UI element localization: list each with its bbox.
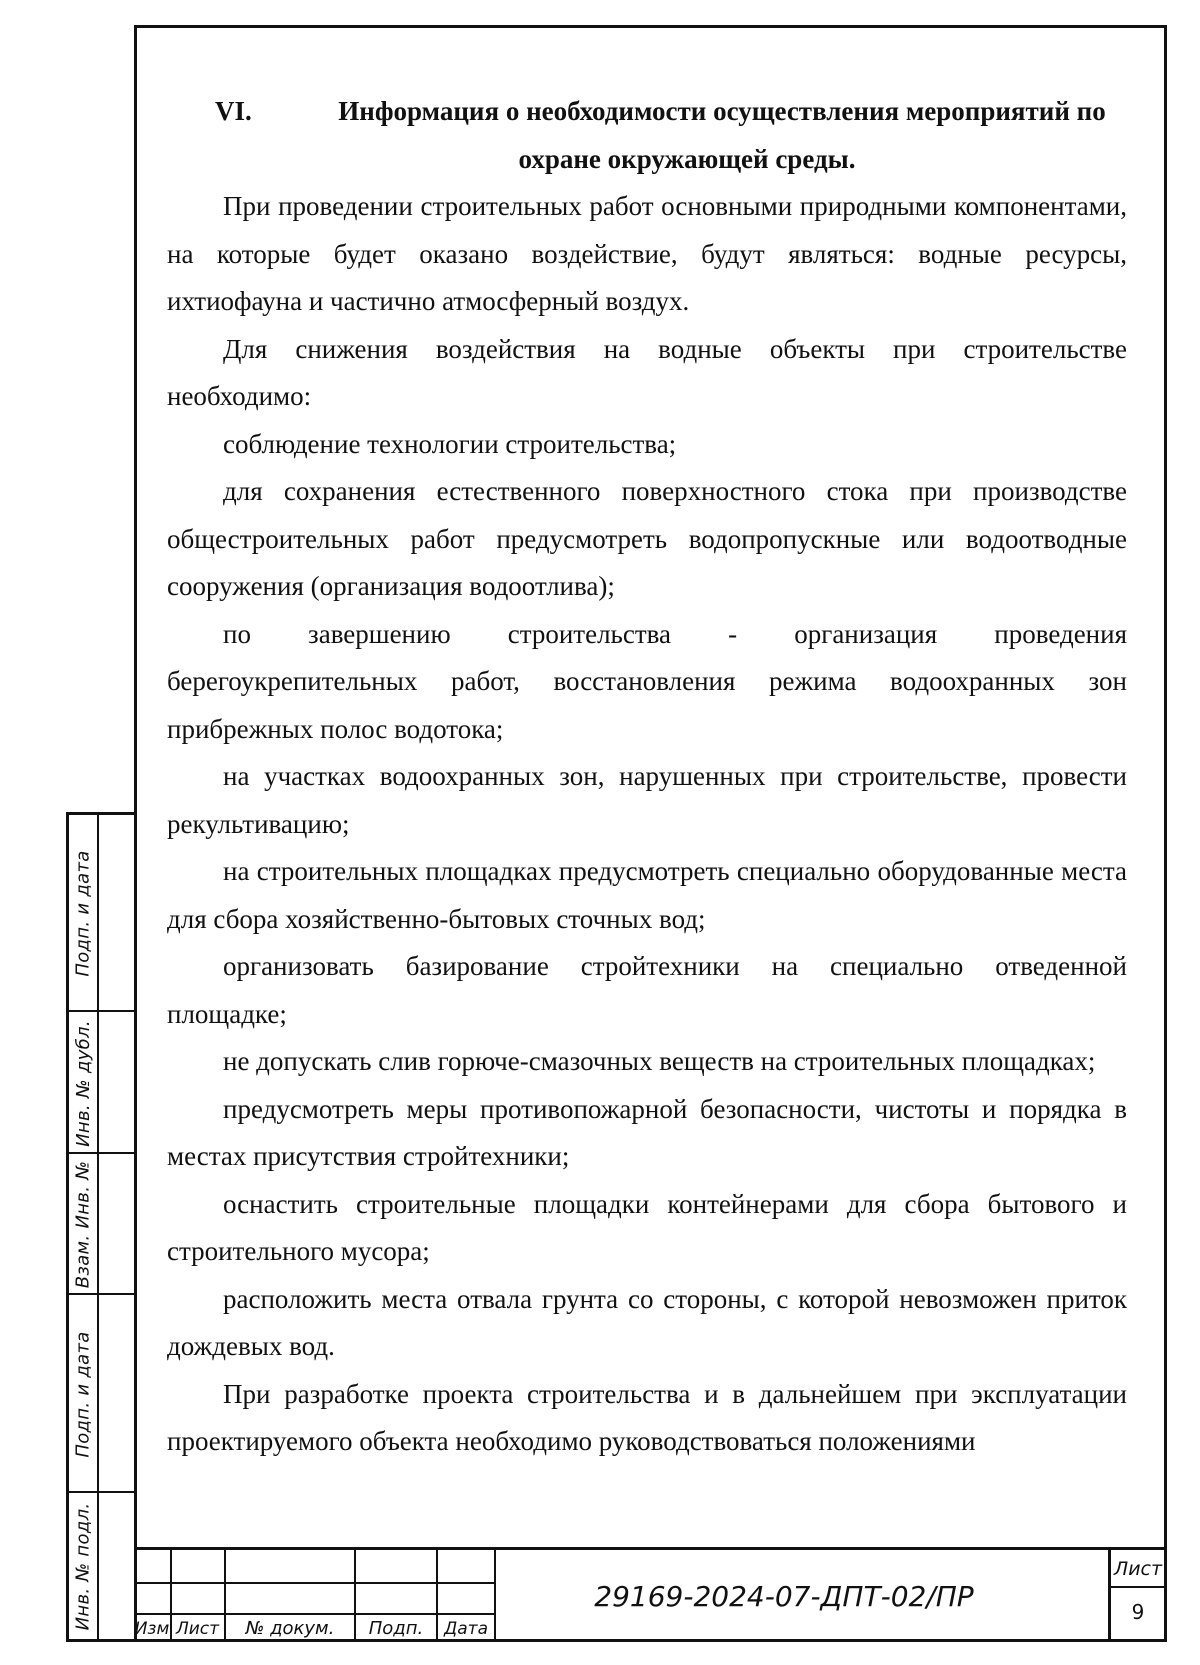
stamp-line (134, 1582, 494, 1584)
section-title-line-2: охране окружающей среды. (518, 143, 856, 174)
side-value-cell (99, 1154, 134, 1295)
stamp-col-doc-number: № докум. (245, 1618, 335, 1639)
stamp-col-sheet: Лист (175, 1619, 220, 1639)
list-item: оснастить строительные площадки контейнерами для сбора бытового и строительного мусора; (167, 1188, 1127, 1266)
side-label-sign-date-1: Подп. и дата (72, 850, 94, 977)
stamp-col-date: Дата (443, 1619, 489, 1639)
list-item: организовать базирование стройтехники на специально отведенной площадке; (167, 951, 1127, 1029)
side-value-cell (99, 1295, 134, 1493)
stamp-col-change: Изм (134, 1619, 170, 1639)
side-stamp (66, 812, 134, 1642)
title-block (134, 1547, 1167, 1642)
side-value-cell (99, 1012, 134, 1154)
list-item: не допускать слив горюче-смазочных веществ на строительных площадках; (223, 1046, 1096, 1076)
document-body (167, 88, 1127, 1468)
document-code: 29169-2024-07-ДПТ-02/ПР (594, 1580, 974, 1613)
side-value-cell (99, 815, 134, 1012)
stamp-line (1108, 1586, 1167, 1588)
list-item: на строительных площадках предусмотреть специально оборудованные места для сбора хозяйственно-бытовых сточных вод; (167, 856, 1127, 934)
side-label-replace-inv: Взам. Инв. № (72, 1160, 94, 1289)
side-label-orig-inv: Инв. № подл. (72, 1502, 94, 1630)
list-item: по завершению строительства - организация проведения берегоукрепительных работ, восстановления режима водоохранных зон прибрежных полос водотока; (167, 618, 1127, 744)
paragraph: Для снижения воздействия на водные объекты при строительстве необходимо: (167, 333, 1127, 411)
list-item: на участках водоохранных зон, нарушенных при строительстве, провести рекультивацию; (167, 761, 1127, 839)
paragraph: При разработке проекта строительства и в дальнейшем при эксплуатации проектируемого объекта необходимо руководствоваться положениями (167, 1378, 1127, 1456)
stamp-line (134, 1613, 494, 1615)
sheet-number: 9 (1131, 1600, 1145, 1624)
section-title-line-1: Информация о необходимости осуществления мероприятий по (338, 96, 1106, 126)
stamp-col-signature: Подп. (368, 1618, 424, 1639)
section-heading (167, 88, 1127, 183)
side-label-sign-date-2: Подп. и дата (72, 1330, 94, 1458)
paragraph: При проведении строительных работ основными природными компонентами, на которые будет оказано воздействие, будут являться: водные ресурсы, ихтиофауна и частично атмосферный воздух. (167, 191, 1127, 316)
sheet-label: Лист (1113, 1558, 1163, 1580)
list-item: для сохранения естественного поверхностного стока при производстве общестроительных работ предусмотреть водопропускные или водоотводные сооружения (организация водоотлива); (167, 476, 1127, 601)
list-item: расположить места отвала грунта со стороны, с которой невозможен приток дождевых вод. (167, 1283, 1127, 1361)
section-number: VI. (215, 96, 252, 126)
list-item: предусмотреть меры противопожарной безопасности, чистоты и порядка в местах присутствия стройтехники; (167, 1093, 1127, 1171)
side-label-dup-inv: Инв. № дубл. (72, 1019, 94, 1147)
list-item: соблюдение технологии строительства; (223, 428, 677, 459)
